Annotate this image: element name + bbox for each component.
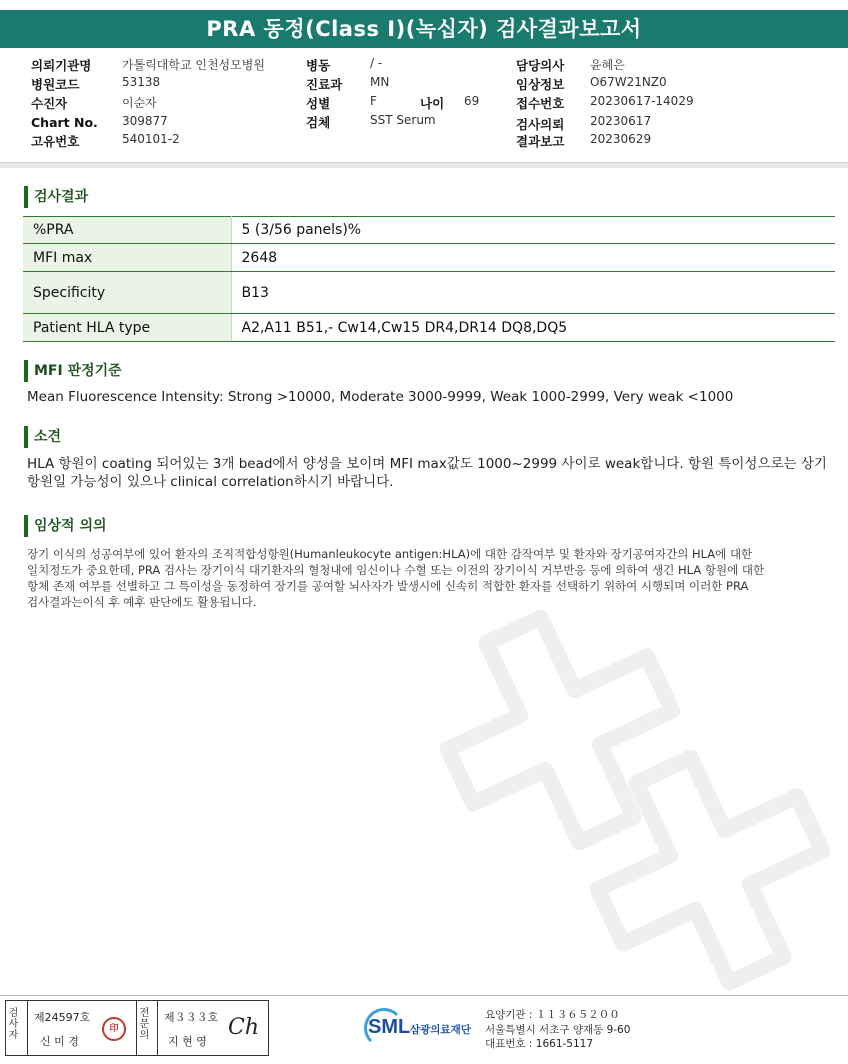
info-label: 병동 (306, 58, 331, 73)
info-value: MN (370, 75, 390, 89)
info-value: O67W21NZ0 (590, 75, 667, 89)
specialist-license: 제３３３호 (164, 1011, 219, 1024)
clinical-heading: 임상적 의의 (24, 515, 107, 537)
info-value: 이순자 (122, 96, 157, 110)
contact-line: 서울특별시 서초구 양재동 9-60 (485, 1023, 631, 1036)
watermark-cross-icon (380, 560, 848, 1000)
clinical-line: 항체 존재 여부를 선별하고 그 특이성을 동정하여 장기를 공여할 뇌사자가 발생시에 신속히 적합한 환자를 선택하기 위하여 시행되며 이러한 PRA (27, 579, 749, 593)
info-value: 20230629 (590, 132, 652, 146)
info-label: 검사의뢰 (516, 117, 565, 132)
info-value: 20230617-14029 (590, 94, 694, 108)
info-value: SST Serum (370, 113, 436, 127)
contact-line: 요양기관 : １１３６５２００ (485, 1009, 620, 1021)
info-value: 69 (464, 94, 480, 108)
info-label: 고유번호 (31, 134, 80, 149)
info-label: 의뢰기관명 (31, 58, 92, 73)
info-label: 접수번호 (516, 96, 565, 111)
info-label: 결과보고 (516, 134, 565, 149)
seal-stamp-icon: 印 (102, 1017, 126, 1041)
findings-line: HLA 항원이 coating 되어있는 3개 bead에서 양성을 보이며 MFI max값도 1000~2999 사이로 weak합니다. 항원 특이성으로는 상기 (27, 456, 827, 472)
signature-icon: Ch (228, 1015, 260, 1040)
tester-name: 신 미 경 (40, 1035, 79, 1048)
section-divider (0, 162, 848, 168)
clinical-line: 장기 이식의 성공여부에 있어 환자의 조직적합성항원(Humanleukocyte antigen:HLA)에 대한 감작여부 및 환자와 장기공여자간의 HLA에 대한 (27, 547, 753, 561)
specialist-label: 전문의 (137, 1007, 148, 1040)
sml-logo (364, 1008, 504, 1048)
table-row (23, 272, 835, 314)
clinical-line: 검사결과는이식 후 예후 판단에도 활용됩니다. (27, 595, 257, 609)
result-value: A2,A11 B51,- Cw14,Cw15 DR4,DR14 DQ8,DQ5 (231, 314, 835, 342)
table-row (23, 314, 835, 342)
logo-text: SML (368, 1016, 411, 1038)
specialist-label-cell (136, 1001, 158, 1055)
info-value: 윤혜은 (590, 58, 625, 72)
specialist-name: 지 현 영 (168, 1035, 207, 1048)
info-label: 검체 (306, 115, 331, 130)
logo-org-name: 삼광의료재단 (410, 1024, 471, 1036)
info-label: 병원코드 (31, 77, 80, 92)
tester-label-cell (6, 1001, 28, 1055)
info-label: Chart No. (31, 115, 98, 130)
mfi-criteria-text: Mean Fluorescence Intensity: Strong >10000, Moderate 3000-9999, Weak 1000-2999, Very weak <1000 (27, 389, 734, 405)
result-key: MFI max (23, 244, 231, 272)
result-key: Patient HLA type (23, 314, 231, 342)
info-value: 가톨릭대학교 인천성모병원 (122, 58, 265, 72)
tester-label: 검사자 (6, 1007, 17, 1040)
findings-heading: 소견 (24, 426, 61, 448)
info-label: 수진자 (31, 96, 68, 111)
info-label: 성별 (306, 96, 331, 111)
info-value: F (370, 94, 377, 108)
contact-line: 대표번호 : 1661-5117 (485, 1038, 594, 1050)
result-key: Specificity (23, 272, 231, 314)
signature-box (5, 1000, 269, 1056)
findings-line: 항원일 가능성이 있으나 clinical correlation하시기 바랍니다. (27, 474, 394, 490)
info-value: 540101-2 (122, 132, 180, 146)
results-table (23, 216, 835, 342)
info-value: 20230617 (590, 114, 652, 128)
footer-divider (0, 995, 848, 996)
results-heading: 검사결과 (24, 186, 88, 208)
report-title: PRA 동정(Class I)(녹십자) 검사결과보고서 (0, 10, 848, 48)
info-label: 임상정보 (516, 77, 565, 92)
info-value: / - (370, 56, 383, 70)
tester-license: 제24597호 (34, 1011, 91, 1024)
info-value: 309877 (122, 114, 168, 128)
info-label: 진료과 (306, 77, 343, 92)
result-key: %PRA (23, 217, 231, 244)
contact-info (485, 1008, 630, 1052)
info-label: 나이 (420, 96, 445, 111)
mfi-heading: MFI 판정기준 (24, 360, 122, 382)
result-value: 2648 (231, 244, 835, 272)
clinical-line: 일치정도가 중요한데, PRA 검사는 장기이식 대기환자의 혈청내에 임신이나 수혈 또는 이전의 장기이식 거부반응 등에 의하여 생긴 HLA 항원에 대한 (27, 563, 765, 577)
table-row (23, 244, 835, 272)
info-value: 53138 (122, 75, 161, 89)
result-value: B13 (231, 272, 835, 314)
info-label: 담당의사 (516, 58, 565, 73)
patient-info (0, 56, 848, 156)
result-value: 5 (3/56 panels)% (231, 217, 835, 244)
table-row (23, 217, 835, 244)
